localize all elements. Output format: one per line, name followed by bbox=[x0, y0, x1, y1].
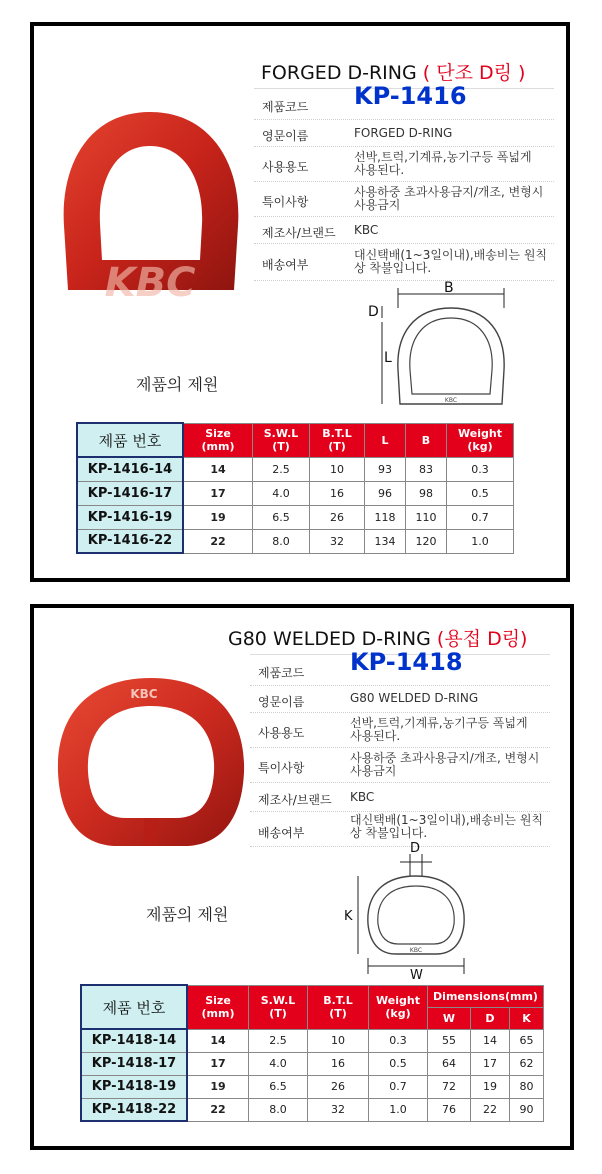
info-label: 제조사/브랜드 bbox=[258, 793, 332, 807]
info-label: 배송여부 bbox=[262, 258, 309, 272]
cell-l: 96 bbox=[365, 481, 406, 505]
info-label: 특이사항 bbox=[262, 195, 309, 209]
info-value: 선박,트럭,기계류,농기구등 폭넓게 사용된다. bbox=[350, 716, 528, 743]
info-row-code bbox=[250, 648, 550, 686]
cell-size: 22 bbox=[183, 529, 253, 553]
info-value: 사용하중 초과사용금지/개조, 변형시 사용금지 bbox=[350, 751, 540, 778]
header-dimensions: Dimensions(mm) bbox=[428, 985, 544, 1007]
cell-swl: 8.0 bbox=[253, 529, 310, 553]
cell-l: 118 bbox=[365, 505, 406, 529]
header-size: Size (mm) bbox=[183, 423, 253, 457]
cell-btl: 26 bbox=[308, 1075, 369, 1098]
cell-model: KP-1416-22 bbox=[77, 529, 183, 553]
info-label: 영문이름 bbox=[258, 695, 305, 709]
cell-b: 83 bbox=[406, 457, 447, 481]
info-label: 제품코드 bbox=[262, 100, 309, 114]
cell-model: KP-1416-19 bbox=[77, 505, 183, 529]
info-row-english-name bbox=[254, 120, 554, 147]
cell-model: KP-1418-14 bbox=[81, 1029, 187, 1052]
cell-btl: 32 bbox=[310, 529, 365, 553]
diagram-mark: KBC bbox=[409, 947, 423, 954]
cell-size: 17 bbox=[183, 481, 253, 505]
info-value: KBC bbox=[354, 223, 379, 237]
info-label: 제품코드 bbox=[258, 666, 305, 680]
table-row bbox=[77, 457, 514, 481]
info-value: 대신택배(1~3일이내),배송비는 원칙상 착불입니다. bbox=[354, 248, 548, 275]
label-d: D bbox=[410, 841, 421, 856]
info-row-notes bbox=[254, 182, 554, 217]
header-swl: S.W.L (T) bbox=[249, 985, 308, 1029]
product-info-table bbox=[254, 82, 554, 281]
product-panel-welded bbox=[30, 604, 574, 1150]
info-label: 사용용도 bbox=[258, 726, 305, 740]
label-k: K bbox=[344, 909, 353, 924]
info-label: 제조사/브랜드 bbox=[262, 226, 336, 240]
cell-k: 62 bbox=[510, 1052, 544, 1075]
table-row bbox=[81, 1029, 544, 1052]
cell-d: 22 bbox=[471, 1098, 510, 1121]
header-l: L bbox=[365, 423, 406, 457]
cell-size: 19 bbox=[187, 1075, 249, 1098]
table-row bbox=[81, 1052, 544, 1075]
cell-btl: 16 bbox=[310, 481, 365, 505]
cell-swl: 8.0 bbox=[249, 1098, 308, 1121]
spec-table bbox=[76, 422, 514, 554]
info-value: G80 WELDED D-RING bbox=[350, 691, 479, 705]
cell-size: 22 bbox=[187, 1098, 249, 1121]
cell-k: 65 bbox=[510, 1029, 544, 1052]
title-ko: ( 단조 D링 ) bbox=[422, 62, 526, 84]
table-row bbox=[81, 1075, 544, 1098]
cell-d: 17 bbox=[471, 1052, 510, 1075]
spec-table bbox=[80, 984, 544, 1122]
cell-weight: 0.5 bbox=[447, 481, 514, 505]
cell-swl: 4.0 bbox=[249, 1052, 308, 1075]
cell-b: 98 bbox=[406, 481, 447, 505]
cell-k: 80 bbox=[510, 1075, 544, 1098]
header-swl: S.W.L (T) bbox=[253, 423, 310, 457]
label-b: B bbox=[444, 280, 454, 296]
cell-swl: 2.5 bbox=[253, 457, 310, 481]
cell-size: 19 bbox=[183, 505, 253, 529]
product-title bbox=[228, 624, 527, 651]
info-row-usage bbox=[250, 713, 550, 748]
photo-logo: KBC bbox=[104, 260, 196, 306]
info-row-delivery bbox=[254, 244, 554, 281]
info-label: 특이사항 bbox=[258, 761, 305, 775]
info-row-code bbox=[254, 82, 554, 120]
cell-weight: 0.3 bbox=[447, 457, 514, 481]
cell-model: KP-1416-14 bbox=[77, 457, 183, 481]
table-row bbox=[81, 1098, 544, 1121]
dimension-diagram bbox=[364, 278, 524, 418]
info-row-notes bbox=[250, 748, 550, 783]
cell-model: KP-1416-17 bbox=[77, 481, 183, 505]
product-code: KP-1416 bbox=[354, 82, 467, 110]
cell-swl: 6.5 bbox=[253, 505, 310, 529]
cell-b: 120 bbox=[406, 529, 447, 553]
product-title bbox=[261, 58, 525, 85]
cell-weight: 0.5 bbox=[369, 1052, 428, 1075]
info-row-english-name bbox=[250, 686, 550, 713]
product-info-table bbox=[250, 648, 550, 847]
info-label: 배송여부 bbox=[258, 826, 305, 840]
header-btl: B.T.L (T) bbox=[310, 423, 365, 457]
cell-btl: 10 bbox=[310, 457, 365, 481]
dimension-diagram bbox=[344, 840, 484, 980]
info-value: 사용하중 초과사용금지/개조, 변형시 사용금지 bbox=[354, 185, 544, 212]
cell-weight: 1.0 bbox=[447, 529, 514, 553]
header-d: D bbox=[471, 1007, 510, 1029]
title-en: G80 WELDED D-RING bbox=[228, 628, 431, 650]
cell-swl: 2.5 bbox=[249, 1029, 308, 1052]
product-code: KP-1418 bbox=[350, 648, 463, 676]
dims-label: 제품의 제원 bbox=[136, 375, 219, 394]
header-size: Size (mm) bbox=[187, 985, 249, 1029]
header-weight: Weight (kg) bbox=[369, 985, 428, 1029]
info-value: FORGED D-RING bbox=[354, 126, 453, 140]
product-photo bbox=[48, 668, 254, 868]
cell-size: 14 bbox=[183, 457, 253, 481]
table-row bbox=[77, 505, 514, 529]
cell-model: KP-1418-19 bbox=[81, 1075, 187, 1098]
cell-size: 17 bbox=[187, 1052, 249, 1075]
cell-weight: 1.0 bbox=[369, 1098, 428, 1121]
dims-label: 제품의 제원 bbox=[146, 905, 229, 924]
cell-weight: 0.7 bbox=[369, 1075, 428, 1098]
product-photo bbox=[50, 96, 250, 306]
info-value: 선박,트럭,기계류,농기구등 폭넓게 사용된다. bbox=[354, 150, 532, 177]
info-value: KBC bbox=[350, 790, 375, 804]
title-en: FORGED D-RING bbox=[261, 62, 417, 84]
table-row bbox=[77, 481, 514, 505]
header-b: B bbox=[406, 423, 447, 457]
cell-btl: 10 bbox=[308, 1029, 369, 1052]
cell-weight: 0.7 bbox=[447, 505, 514, 529]
cell-weight: 0.3 bbox=[369, 1029, 428, 1052]
table-row bbox=[77, 529, 514, 553]
label-l: L bbox=[384, 350, 392, 366]
info-row-brand bbox=[250, 783, 550, 812]
cell-w: 55 bbox=[428, 1029, 471, 1052]
header-product-number: 제품 번호 bbox=[81, 985, 187, 1029]
title-ko: (용접 D링) bbox=[436, 628, 528, 650]
header-product-number: 제품 번호 bbox=[77, 423, 183, 457]
cell-l: 93 bbox=[365, 457, 406, 481]
diagram-mark: KBC bbox=[444, 397, 458, 404]
cell-b: 110 bbox=[406, 505, 447, 529]
cell-model: KP-1418-17 bbox=[81, 1052, 187, 1075]
cell-w: 64 bbox=[428, 1052, 471, 1075]
header-w: W bbox=[428, 1007, 471, 1029]
info-row-usage bbox=[254, 147, 554, 182]
cell-w: 76 bbox=[428, 1098, 471, 1121]
info-label: 사용용도 bbox=[262, 160, 309, 174]
cell-btl: 16 bbox=[308, 1052, 369, 1075]
cell-k: 90 bbox=[510, 1098, 544, 1121]
header-k: K bbox=[510, 1007, 544, 1029]
info-label: 영문이름 bbox=[262, 129, 309, 143]
cell-size: 14 bbox=[187, 1029, 249, 1052]
header-btl: B.T.L (T) bbox=[308, 985, 369, 1029]
cell-btl: 26 bbox=[310, 505, 365, 529]
header-weight: Weight (kg) bbox=[447, 423, 514, 457]
photo-logo: KBC bbox=[130, 687, 158, 701]
cell-d: 19 bbox=[471, 1075, 510, 1098]
cell-model: KP-1418-22 bbox=[81, 1098, 187, 1121]
cell-d: 14 bbox=[471, 1029, 510, 1052]
label-w: W bbox=[410, 968, 423, 980]
cell-swl: 4.0 bbox=[253, 481, 310, 505]
info-row-brand bbox=[254, 217, 554, 244]
cell-swl: 6.5 bbox=[249, 1075, 308, 1098]
label-d: D bbox=[368, 304, 379, 320]
cell-l: 134 bbox=[365, 529, 406, 553]
product-panel-forged bbox=[30, 22, 570, 582]
cell-w: 72 bbox=[428, 1075, 471, 1098]
cell-btl: 32 bbox=[308, 1098, 369, 1121]
info-value: 대신택배(1~3일이내),배송비는 원칙상 착불입니다. bbox=[350, 813, 544, 840]
